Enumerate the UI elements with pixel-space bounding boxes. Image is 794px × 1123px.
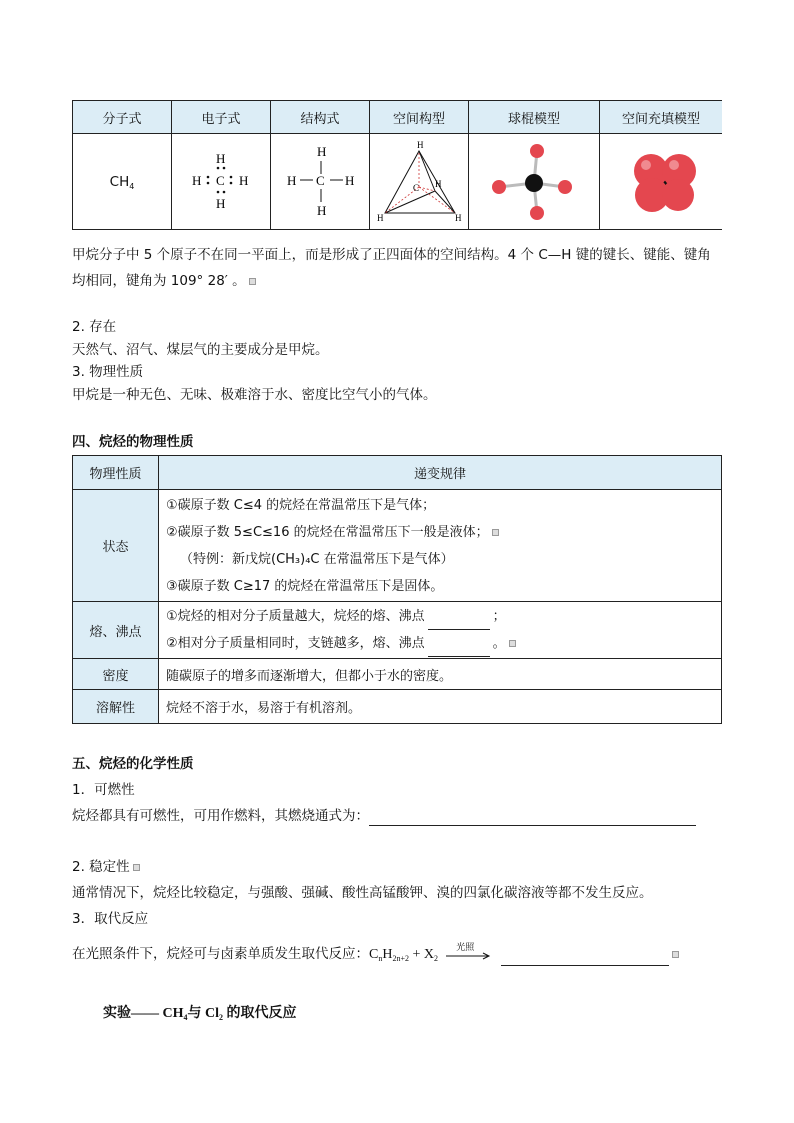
e-h-top: H	[216, 150, 226, 166]
c3-title: 3．取代反应	[72, 911, 149, 927]
state-content	[159, 490, 722, 602]
spatial-structure-cell	[370, 134, 469, 230]
s3-text: 甲烷是一种无色、无味、极难溶于水、密度比空气小的气体。	[72, 387, 437, 403]
anchor-mark-icon	[509, 640, 516, 647]
header-formula: 分子式	[73, 101, 172, 134]
space-filling-model	[606, 139, 716, 225]
s-h-right: H	[345, 172, 355, 188]
c2-text: 通常情况下，烷烃比较稳定，与强酸、强碱、酸性高锰酸钾、溴的四氯化碳溶液等都不发生反应。	[72, 885, 653, 901]
formula-main: CH	[109, 173, 130, 190]
ball-stick-model	[479, 139, 589, 225]
t-h-mid: H	[435, 178, 442, 189]
ball-stick-cell	[469, 134, 600, 230]
t-h-right: H	[455, 212, 462, 223]
state-label: 状态	[73, 490, 159, 602]
header-structural: 结构式	[271, 101, 370, 134]
s-h-left: H	[287, 172, 297, 188]
space-filling-cell	[600, 134, 723, 230]
e-h-right: H	[239, 172, 249, 188]
table2-header-row	[73, 456, 722, 490]
table1-body-row	[73, 134, 723, 230]
state-line-2-text: ②碳原子数 5≤C≤16 的烷烃在常温常压下一般是液体；	[166, 524, 489, 540]
density-row	[73, 659, 722, 690]
mp-line-2	[166, 630, 720, 657]
mp-line-1-text: ①烷烃的相对分子质量越大，烷烃的熔、沸点	[166, 609, 425, 624]
header-ball-stick: 球棍模型	[469, 101, 600, 134]
e-c-center: C	[216, 172, 225, 188]
mp-line-1	[166, 603, 720, 630]
mp-label: 熔、沸点	[73, 602, 159, 659]
anchor-mark-icon	[492, 529, 499, 536]
header-space-filling: 空间充填模型	[600, 101, 723, 134]
electron-formula-diagram	[176, 147, 266, 217]
f-x2: 2	[434, 954, 438, 963]
methane-structure-table	[72, 100, 722, 230]
solubility-text: 烷烃不溶于水，易溶于有机溶剂。	[159, 690, 722, 724]
e-h-left: H	[192, 172, 202, 188]
s2-text: 天然气、沼气、煤层气的主要成分是甲烷。	[72, 342, 329, 358]
f-c: C	[369, 947, 379, 962]
structural-formula-cell	[271, 134, 370, 230]
formula-sub: 4	[129, 181, 135, 191]
table1-header-row	[73, 101, 723, 134]
formula-cell	[73, 134, 172, 230]
solubility-label: 溶解性	[73, 690, 159, 724]
s2-title: 2. 存在	[72, 319, 117, 335]
exp-a: 实验—— CH	[103, 1006, 184, 1021]
c2-title: 2. 稳定性	[72, 859, 130, 875]
c1-title: 1．可燃性	[72, 782, 135, 798]
s-h-top: H	[317, 143, 327, 159]
state-line-3: （特例：新戊烷(CH₃)₄C 在常温常压下是气体）	[180, 551, 454, 567]
state-line-2	[166, 519, 720, 546]
mp-line-1-end: ；	[492, 609, 506, 624]
s-c-center: C	[316, 172, 325, 188]
mp-line-2-end: 。	[492, 636, 506, 651]
exp-c: 的取代反应	[223, 1006, 297, 1021]
product-blank[interactable]	[501, 949, 669, 966]
c3-line	[72, 944, 679, 966]
substitution-formula	[369, 947, 438, 962]
structural-formula-diagram	[275, 142, 365, 222]
s3-title: 3. 物理性质	[72, 364, 144, 380]
combustion-blank[interactable]	[369, 809, 696, 826]
t-h-left: H	[377, 212, 384, 223]
e-h-bottom: H	[216, 195, 226, 211]
c3-text: 在光照条件下，烷烃可与卤素单质发生取代反应：	[72, 946, 369, 962]
mp-blank-1[interactable]	[428, 615, 490, 630]
right-arrow-icon	[446, 944, 492, 964]
sec4-title: 四、烷烃的物理性质	[72, 434, 194, 450]
t2-header-trend: 递变规律	[159, 456, 722, 490]
para1-line2-text: 均相同，键角为 109° 28′ 。	[72, 273, 246, 289]
tetrahedron-diagram	[373, 139, 465, 225]
f-h: H	[382, 947, 393, 962]
density-text: 随碳原子的增多而逐渐增大，但都小于水的密度。	[159, 659, 722, 690]
physical-properties-table	[72, 455, 722, 724]
melting-boiling-row	[73, 602, 722, 659]
s-h-bottom: H	[317, 202, 327, 218]
state-row	[73, 490, 722, 602]
t-c: C	[413, 182, 420, 193]
f-sub: 2n+2	[392, 954, 409, 963]
exp-2: 2	[219, 1013, 223, 1022]
exp-4: 4	[183, 1013, 188, 1022]
header-electron: 电子式	[172, 101, 271, 134]
c2-title-line	[72, 857, 140, 877]
mp-content	[159, 602, 722, 659]
anchor-mark-icon	[249, 278, 256, 285]
c1-line	[72, 806, 696, 826]
experiment-title	[103, 1002, 297, 1022]
t-h-top: H	[417, 139, 424, 150]
density-label: 密度	[73, 659, 159, 690]
f-plus-x: + X	[408, 947, 434, 962]
c1-text: 烷烃都具有可燃性，可用作燃料，其燃烧通式为：	[72, 808, 369, 824]
anchor-mark-icon	[672, 951, 679, 958]
f-n: n	[378, 954, 383, 963]
header-spatial: 空间构型	[370, 101, 469, 134]
mp-blank-2[interactable]	[428, 642, 490, 657]
mp-line-2-text: ②相对分子质量相同时，支链越多，熔、沸点	[166, 636, 425, 651]
anchor-mark-icon	[133, 864, 140, 871]
sec5-title: 五、烷烃的化学性质	[72, 756, 194, 772]
state-line-1: ①碳原子数 C≤4 的烷烃在常温常压下是气体；	[166, 497, 436, 513]
state-line-4: ③碳原子数 C≥17 的烷烃在常温常压下是固体。	[166, 578, 444, 594]
solubility-row	[73, 690, 722, 724]
exp-b: 与 Cl	[187, 1006, 219, 1021]
t2-header-property: 物理性质	[73, 456, 159, 490]
arrow-label: 光照	[456, 943, 475, 953]
electron-formula-cell	[172, 134, 271, 230]
reaction-arrow	[446, 944, 492, 964]
para1-line1: 甲烷分子中 5 个原子不在同一平面上，而是形成了正四面体的空间结构。4 个 C—H 键的键长、键能、键角	[72, 247, 711, 263]
para1-line2	[72, 271, 256, 291]
